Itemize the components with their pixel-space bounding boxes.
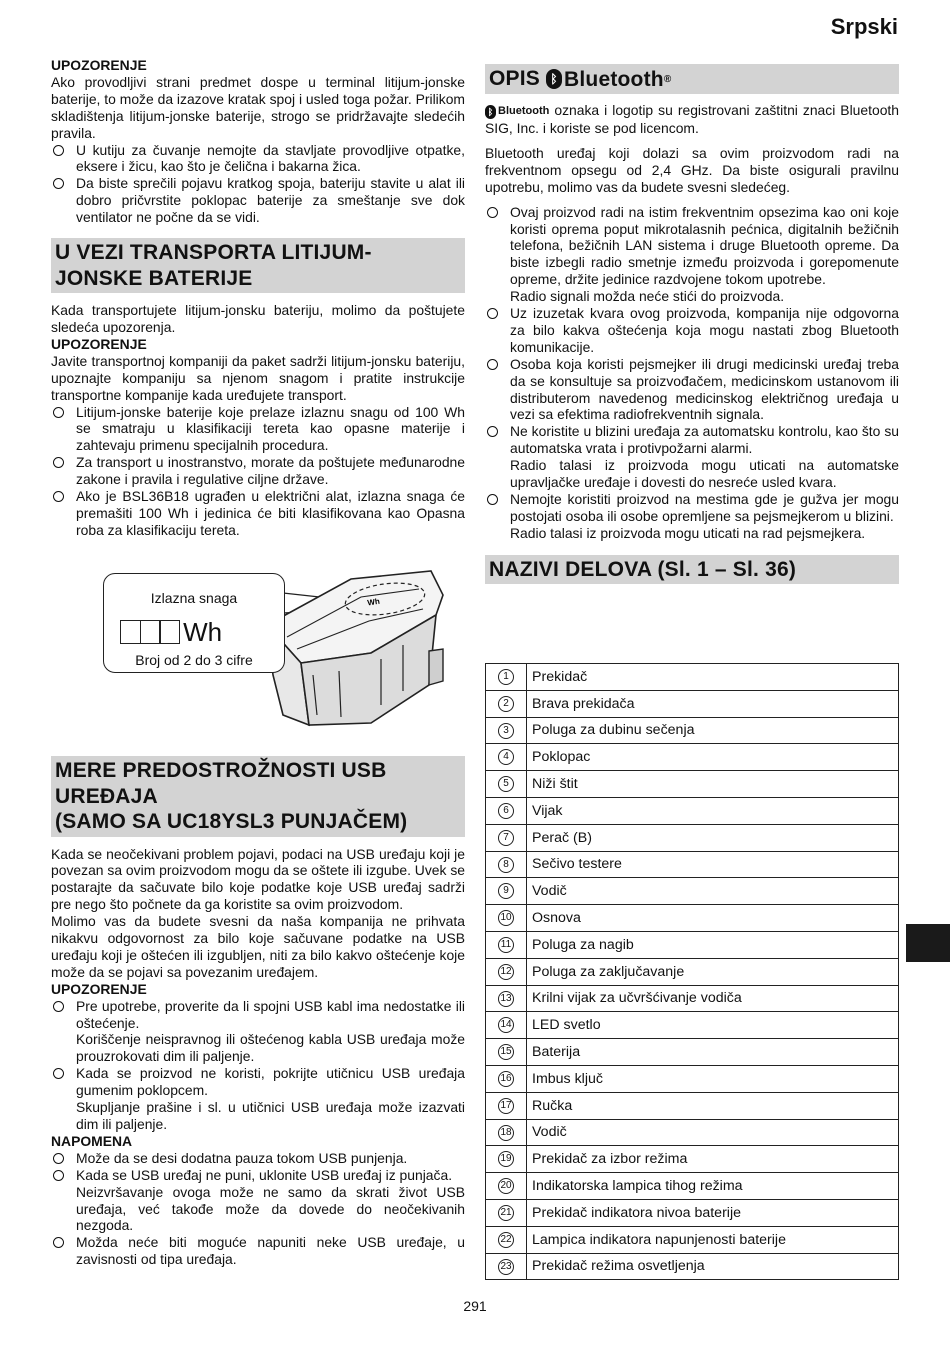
part-number: 15 <box>498 1044 514 1060</box>
section-title-transport: U VEZI TRANSPORTA LITIJUM-JONSKE BATERIJE <box>51 238 465 293</box>
list-item: Ako je BSL36B18 ugrađen u električni alat, izlazna snaga će premašiti 100 Wh i jedinica će biti klasifikovana kao Opasna roba za klasifikaciju tereta. <box>51 488 465 539</box>
table-row <box>486 664 899 691</box>
part-number: 7 <box>498 830 514 846</box>
bullet-icon <box>53 1068 64 1079</box>
part-number: 2 <box>498 696 514 712</box>
list-item-note: Radio talasi iz proizvoda mogu uticati na automatske upravljačke uređaje i dovesti do nesreće usled kvara. <box>510 457 899 491</box>
part-number: 21 <box>498 1205 514 1221</box>
table-row <box>486 905 899 932</box>
bullet-icon <box>53 1170 64 1181</box>
part-number: 22 <box>498 1232 514 1248</box>
part-number: 18 <box>498 1125 514 1141</box>
output-power-callout <box>103 573 285 673</box>
list-item: Pre upotrebe, proverite da li spojni USB kabl ima nedostatke ili oštećenje. <box>51 998 465 1032</box>
table-row <box>486 878 899 905</box>
list-item: U kutiju za čuvanje nemojte da stavljate provodljive otpatke, eksere i žicu, kao što je čelična i bakarna žica. <box>51 142 465 176</box>
list-item: Kada se USB uređaj ne puni, uklonite USB uređaj iz punjača. <box>51 1167 465 1184</box>
part-number: 9 <box>498 883 514 899</box>
table-row <box>486 797 899 824</box>
table-row <box>486 1173 899 1200</box>
battery-figure <box>51 565 465 745</box>
list-item: Da biste sprečili pojavu kratkog spoja, bateriju stavite u alat ili dobro pričvrstite poklopac baterije za smeštanje sve dok ventilator ne počne da se vidi. <box>51 175 465 226</box>
section-title-parts: NAZIVI DELOVA (Sl. 1 – Sl. 36) <box>485 555 899 585</box>
list-item-note: Neizvršavanje ovoga može ne samo da skrati život USB uređaja, već takođe može da dovede do neočekivanih nezgoda. <box>76 1183 465 1234</box>
bluetooth-trademark-text: ᛒ Bluetooth oznaka i logotip su registrovani zaštitni znaci Bluetooth SIG, Inc. i koriste se pod licencom. <box>485 102 900 136</box>
part-name: Indikatorska lampica tihog režima <box>527 1173 899 1200</box>
warning-heading: UPOZORENJE <box>51 980 147 997</box>
section-title-usb: MERE PREDOSTROŽNOSTI USB UREĐAJA (SAMO SA UC18YSL3 PUNJAČEM) <box>51 756 465 837</box>
right-column <box>485 64 899 584</box>
part-name: Krilni vijak za učvršćivanje vodiča <box>527 985 899 1012</box>
part-number: 4 <box>498 749 514 765</box>
usb-paragraph-1: Kada se neočekivani problem pojavi, podaci na USB uređaju koji je povezan sa ovim proizvodom mogu da se oštete ili izgube. Uvek se postarajte da sačuvate bilo koje podatke koje USB uređaj sadrži pre nego što počnete da ga koristite sa ovim proizvodom. <box>51 845 465 913</box>
list-item-note: Radio talasi iz proizvoda mogu uticati na rad pejsmejkera. <box>510 524 866 541</box>
part-name: Perač (B) <box>527 824 899 851</box>
table-row <box>486 931 899 958</box>
part-number: 16 <box>498 1071 514 1087</box>
list-item: Ne koristite u blizini uređaja za automatsku kontrolu, kao što su automatska vrata i protivpožarni alarmi. <box>485 423 899 457</box>
part-name: Vijak <box>527 797 899 824</box>
part-number: 3 <box>498 723 514 739</box>
list-item-note: Skupljanje prašine i sl. u utičnici USB uređaja može izazvati dim ili paljenje. <box>76 1099 465 1132</box>
part-name: Ručka <box>527 1092 899 1119</box>
part-name: Prekidač za izbor režima <box>527 1146 899 1173</box>
list-item: Ovaj proizvod radi na istim frekventnim opsezima kao oni koje koristi oprema poput mikrotalasnih pećnica, digitalnih bežičnih telefona, bežičnih LAN sistema i druge Bluetooth opreme. Da biste izbegli radio smetnje između proizvoda i gorepomenute opreme, držite jedinice razdvojene tokom upotrebe. <box>485 204 899 289</box>
part-number: 14 <box>498 1017 514 1033</box>
part-name: Baterija <box>527 1039 899 1066</box>
bluetooth-logo-small: ᛒ Bluetooth <box>485 103 549 120</box>
table-row <box>486 1012 899 1039</box>
transport-intro: Kada transportujete litijum-jonsku bateriju, molimo da poštujete sledeća upozorenja. <box>51 302 465 335</box>
bullet-icon <box>53 1237 64 1248</box>
part-name: Poluga za nagib <box>527 931 899 958</box>
bullet-icon <box>53 491 64 502</box>
transport-warning-text: Javite transportnoj kompaniji da paket sadrži litijum-jonsku bateriju, upoznajte kompaniju sa njenom snagom i pratite instrukcije transportne kompanije kada uređujete transport. <box>51 352 465 403</box>
table-row <box>486 1119 899 1146</box>
part-name: Vodič <box>527 1119 899 1146</box>
part-name: Brava prekidača <box>527 690 899 717</box>
part-name: Sečivo testere <box>527 851 899 878</box>
list-item: Može da se desi dodatna pauza tokom USB punjenja. <box>51 1150 465 1167</box>
bluetooth-paragraph: Bluetooth uređaj koji dolazi sa ovim proizvodom radi na frekventnom opsegu od 2,4 GHz. Da biste osigurali pravilnu upotrebu, molimo vas da budete svesni sledećeg. <box>485 144 899 195</box>
part-name: Prekidač indikatora nivoa baterije <box>527 1199 899 1226</box>
table-row <box>486 1092 899 1119</box>
section-title-opis: OPIS ᛒ Bluetooth ® <box>485 64 899 94</box>
table-row <box>486 985 899 1012</box>
table-row <box>486 958 899 985</box>
warning-heading: UPOZORENJE <box>51 57 147 73</box>
battery-wh-mark: Wh <box>366 596 381 608</box>
list-item: Osoba koja koristi pejsmejker ili drugi medicinski uređaj treba da se konsultuje sa proizvođačem, medicinskom ustanovom ili distributerom navedenog medicinskog električnog uređaja u vezi sa efektima radiofrekventnih signala. <box>485 356 899 424</box>
bullet-icon <box>53 407 64 418</box>
warning-text: Ako provodljivi strani predmet dospe u terminal litijum-jonske baterije, to može da izazove kratak spoj i usled toga požar. Prilikom skladištenja litijum-jonske baterije, strogo se pridržavajte sledećih pravila. <box>51 73 465 141</box>
digit-boxes <box>120 617 223 647</box>
output-power-label: Izlazna snaga <box>150 590 238 606</box>
part-number: 1 <box>498 669 514 685</box>
left-column <box>51 57 465 539</box>
usb-paragraph-2: Molimo vas da budete svesni da naša kompanija ne prihvata nikakvu odgovornost za bilo koje sačuvane podatke na USB uređaju koji je oštećen ili izgubljen, niti za bilo kakvo oštećenje koje može da se pojavi sa povezanim uređajem. <box>51 913 465 980</box>
table-row <box>486 824 899 851</box>
table-row <box>486 1146 899 1173</box>
list-item: Uz izuzetak kvara ovog proizvoda, kompanija nije odgovorna za bilo kakva oštećenja koja mogu nastati zbog Bluetooth komunikacije. <box>485 305 899 356</box>
parts-table <box>485 663 899 1280</box>
part-name: Poklopac <box>527 744 899 771</box>
list-item: Možda neće biti moguće napuniti neke USB uređaje, u zavisnosti od tipa uređaja. <box>51 1234 465 1268</box>
part-name: Niži štit <box>527 771 899 798</box>
part-number: 17 <box>498 1098 514 1114</box>
part-name: Vodič <box>527 878 899 905</box>
part-number: 8 <box>498 857 514 873</box>
part-number: 5 <box>498 776 514 792</box>
part-number: 12 <box>498 964 514 980</box>
table-row <box>486 1253 899 1280</box>
table-row <box>486 717 899 744</box>
language-label: Srpski <box>830 14 898 39</box>
warning-heading: UPOZORENJE <box>51 335 147 352</box>
bullet-icon <box>487 308 498 319</box>
part-number: 19 <box>498 1151 514 1167</box>
list-item-note: Radio signali možda neće stići do proizvoda. <box>510 288 785 305</box>
part-name: Prekidač režima osvetljenja <box>527 1253 899 1280</box>
part-number: 6 <box>498 803 514 819</box>
bluetooth-icon: ᛒ <box>546 69 562 89</box>
wh-unit: Wh <box>183 617 223 647</box>
bullet-icon <box>53 145 64 156</box>
bullet-icon <box>487 207 498 218</box>
bullet-icon <box>53 178 64 189</box>
part-name: Poluga za zaključavanje <box>527 958 899 985</box>
table-row <box>486 771 899 798</box>
part-number: 10 <box>498 910 514 926</box>
bullet-icon <box>53 1153 64 1164</box>
table-row <box>486 1199 899 1226</box>
bluetooth-logo: ᛒ Bluetooth ® <box>546 67 671 93</box>
table-row <box>486 851 899 878</box>
list-item: Nemojte koristiti proizvod na mestima gde je gužva jer mogu postojati osoba ili osobe opremljene sa pejsmejkerom u blizini. <box>485 491 899 525</box>
bullet-icon <box>487 359 498 370</box>
table-row <box>486 1226 899 1253</box>
table-row <box>486 1065 899 1092</box>
bullet-icon <box>487 494 498 505</box>
bluetooth-icon: ᛒ <box>485 105 496 119</box>
part-number: 23 <box>498 1259 514 1275</box>
list-item-note: Koriščenje neispravnog ili oštećenog kabla USB uređaja može prouzrokovati dim ili paljenje. <box>76 1031 465 1065</box>
part-name: Poluga za dubinu sečenja <box>527 717 899 744</box>
table-row <box>486 744 899 771</box>
part-name: Imbus ključ <box>527 1065 899 1092</box>
part-name: Prekidač <box>527 664 899 691</box>
part-number: 20 <box>498 1178 514 1194</box>
part-name: Osnova <box>527 905 899 932</box>
list-item: Za transport u inostranstvo, morate da poštujete međunarodne zakone i pravila i regulative ciljne države. <box>51 454 465 488</box>
part-name: Lampica indikatora napunjenosti baterije <box>527 1226 899 1253</box>
bullet-icon <box>53 457 64 468</box>
table-row <box>486 690 899 717</box>
usb-section <box>51 756 465 1268</box>
part-name: LED svetlo <box>527 1012 899 1039</box>
page-number: 291 <box>463 1298 487 1314</box>
part-number: 13 <box>498 991 514 1007</box>
list-item: Litijum-jonske baterije koje prelaze izlaznu snagu od 100 Wh se smatraju u klasifikaciji tereta kao opasne materije i zahtevaju primenu specijalnih procedura. <box>51 404 465 455</box>
part-number: 11 <box>498 937 514 953</box>
list-item: Kada se proizvod ne koristi, pokrijte utičnicu USB uređaja gumenim poklopcem. <box>51 1065 465 1099</box>
table-row <box>486 1039 899 1066</box>
bullet-icon <box>487 426 498 437</box>
digits-label: Broj od 2 do 3 cifre <box>135 652 253 668</box>
note-heading: NAPOMENA <box>51 1132 133 1149</box>
bullet-icon <box>53 1001 64 1012</box>
section-tab-marker <box>906 924 950 962</box>
